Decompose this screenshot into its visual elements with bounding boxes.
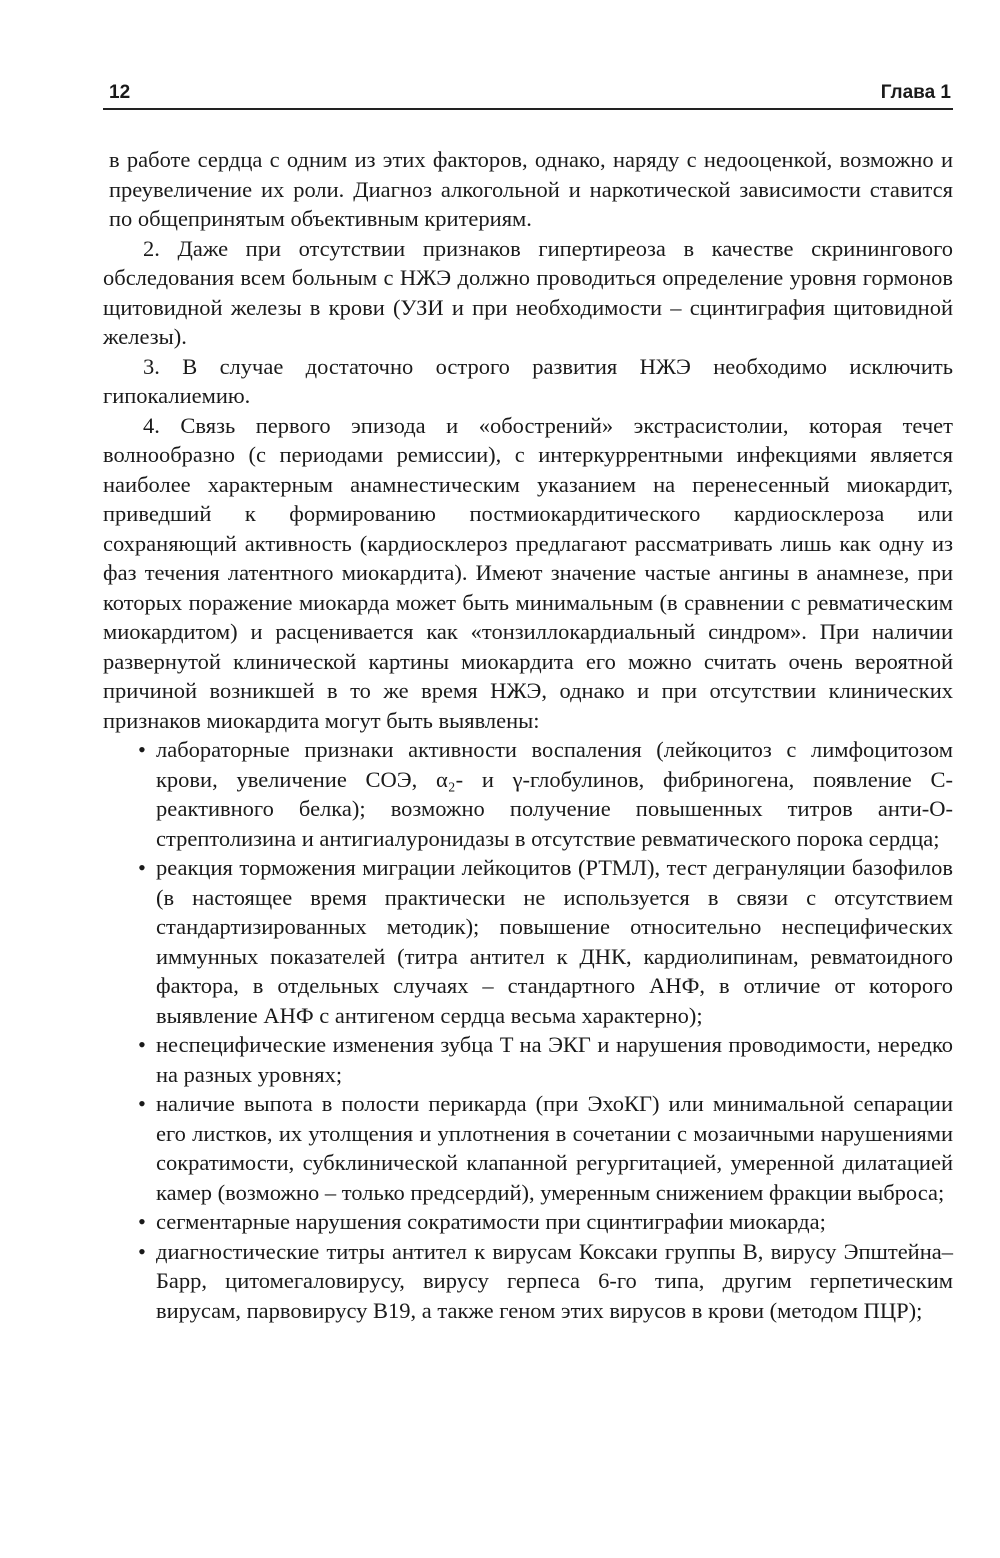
list-item	[103, 735, 953, 853]
bullet-list	[103, 735, 953, 1325]
list-item	[103, 1207, 953, 1237]
page-number: 12	[109, 82, 131, 103]
bullet-icon: •	[138, 855, 146, 880]
list-item-text: лабораторные признаки активности воспаления (лейкоцитоз с лимфоцитозом крови, увеличение СОЭ, α₂- и γ-глобулинов, фибриногена, появление С-реактивного белка); возможно получение повышенных титров анти-О-стрептолизина и антигиалуронидазы в отсутствие ревматического порока сердца;	[156, 737, 953, 851]
paragraph-continued: в работе сердца с одним из этих факторов, однако, наряду с недооценкой, возможно и преувеличение их роли. Диагноз алкогольной и наркотической зависимости ставится по общепринятым объективным критериям.	[109, 147, 953, 231]
list-item-text: сегментарные нарушения сократимости при сцинтиграфии миокарда;	[156, 1209, 826, 1234]
bullet-icon: •	[138, 1032, 146, 1057]
list-item	[103, 1089, 953, 1207]
bullet-icon: •	[138, 1238, 146, 1264]
paragraph-3: 3. В случае достаточно острого развития НЖЭ необходимо исключить гипокалиемию.	[103, 353, 953, 408]
bullet-icon: •	[138, 1091, 146, 1116]
paragraph-4: 4. Связь первого эпизода и «обострений» экстрасистолии, которая течет волнообразно (с периодами ремиссии), с интеркуррентными инфекциями является наиболее характерным анамнестическим указанием на перенесенный миокардит, приведший к формированию постмиокардитического кардиосклероза или сохраняющий активность (кардиосклероз предлагают рассматривать лишь как одну из фаз течения латентного миокардита). Имеют значение частые ангины в анамнезе, при которых поражение миокарда может быть минимальным (в сравнении с ревматическим миокардитом) и расценивается как «тонзиллокардиальный синдром». При наличии развернутой клинической картины миокардита его можно считать очень вероятной причиной возникшей в то же время НЖЭ, однако и при отсутствии клинических признаков миокардита могут быть выявлены:	[103, 412, 953, 733]
chapter-title: Глава 1	[880, 82, 951, 103]
list-item	[103, 1030, 953, 1089]
list-item-text: наличие выпота в полости перикарда (при ЭхоКГ) или минимальной сепарации его листков, их утолщения и уплотнения в сочетании с мозаичными нарушениями сократимости, субклинической клапанной регургитацией, умеренной дилатацией камер (возможно – только предсердий), умеренным снижением фракции выброса;	[156, 1091, 953, 1205]
bullet-icon: •	[138, 737, 146, 762]
bullet-icon: •	[138, 1209, 146, 1234]
list-item-text: реакция торможения миграции лейкоцитов (РТМЛ), тест дегрануляции базофилов (в настоящее время практически не используется в связи с отсутствием стандартизированных методик); повышение относительно неспецифических иммунных показателей (титра антител к ДНК, кардиолипинам, ревматоидного фактора, в отдельных случаях – стандартного АНФ, в отличие от которого выявление АНФ с антигеном сердца весьма характерно);	[156, 855, 953, 1028]
list-item	[103, 853, 953, 1030]
list-item-text: неспецифические изменения зубца T на ЭКГ и нарушения проводимости, нередко на разных уровнях;	[156, 1032, 953, 1087]
running-header	[103, 80, 953, 110]
list-item-text: диагностические титры антител к вирусам Коксаки группы B, вирусу Эпштейна–Барр, цитомегаловирусу, вирусу герпеса 6-го типа, другим герпетическим вирусам, парвовирусу B19, а также геном этих вирусов в крови (методом ПЦР);	[156, 1238, 953, 1323]
list-item	[103, 1237, 953, 1326]
paragraph-2: 2. Даже при отсутствии признаков гипертиреоза в качестве скринингового обследования всем больным с НЖЭ должно проводиться определение уровня гормонов щитовидной железы в крови (УЗИ и при необходимости – сцинтиграфия щитовидной железы).	[103, 235, 953, 349]
body-text	[103, 145, 953, 1325]
